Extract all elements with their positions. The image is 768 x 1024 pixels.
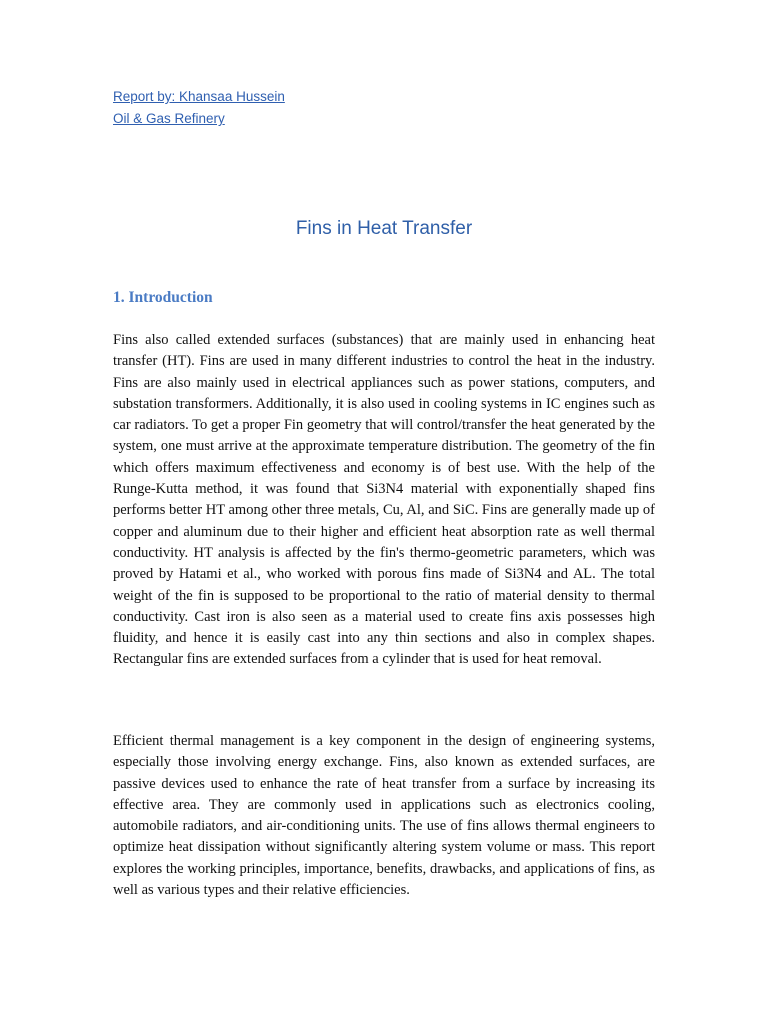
report-meta	[113, 86, 285, 130]
intro-paragraph-1: Fins also called extended surfaces (substances) that are mainly used in enhancing heat transfer (HT). Fins are used in many different industries to control the heat in the industry. Fins are also mainly used in electrical appliances such as power stations, computers, and substation transformers. Additionally, it is also used in cooling systems in IC engines such as car radiators. To get a proper Fin geometry that will control/transfer the heat generated by the system, one must arrive at the approximate temperature distribution. The geometry of the fin which offers maximum effectiveness and economy is of best use. With the help of the Runge-Kutta method, it was found that Si3N4 material with exponentially shaped fins performs better HT among other three metals, Cu, Al, and SiC. Fins are generally made up of copper and aluminum due to their higher and efficient heat absorption rate as well thermal conductivity. HT analysis is affected by the fin's thermo-geometric parameters, which was proved by Hatami et al., who worked with porous fins made of Si3N4 and AL. The total weight of the fin is supposed to be proportional to the ratio of material density to thermal conductivity. Cast iron is also seen as a material used to create fins axis possesses high fluidity, and hence it is easily cast into any thin sections and also in complex shapes. Rectangular fins are extended surfaces from a cylinder that is used for heat removal.	[113, 332, 655, 668]
document-title: Fins in Heat Transfer	[295, 218, 473, 239]
author-link[interactable]: Report by: Khansaa Hussein	[113, 89, 285, 104]
organization-link[interactable]: Oil & Gas Refinery	[113, 111, 225, 126]
intro-paragraph-2: Efficient thermal management is a key component in the design of engineering systems, especially those involving energy exchange. Fins, also known as extended surfaces, are passive devices used to enhance the rate of heat transfer from a surface by increasing its effective area. They are commonly used in applications such as electronics cooling, automobile radiators, and air-conditioning units. The use of fins allows thermal engineers to optimize heat dissipation without significantly altering system volume or mass. This report explores the working principles, importance, benefits, drawbacks, and applications of fins, as well as various types and their relative efficiencies.	[113, 733, 655, 899]
section-heading: 1. Introduction	[113, 289, 213, 306]
